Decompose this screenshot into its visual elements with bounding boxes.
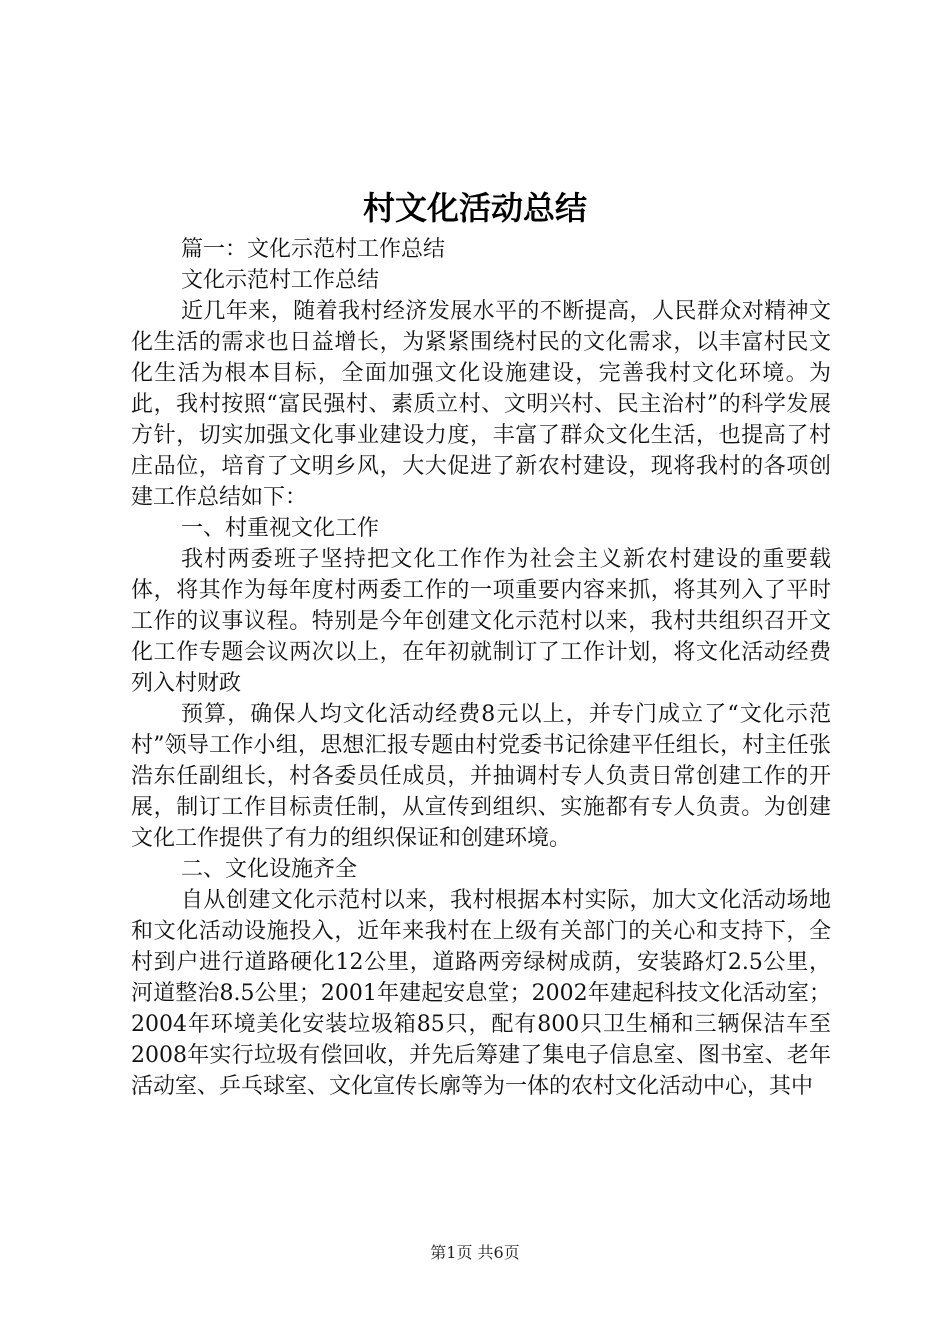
document-title: 村文化活动总结 (362, 189, 587, 227)
body-paragraph: 预算，确保人均文化活动经费8元以上，并专门成立了“文化示范村”领导工作小组，思想汇报专题由村党委书记徐建平任组长，村主任张浩东任副组长，村各委员任成员，并抽调村专人负责日常创建工作的开展，制订工作目标责任制，从宣传到组织、实施都有专人负责。为创建文化工作提供了有力的组织保证和创建环境。 (131, 702, 831, 851)
subsection-heading: 文化示范村工作总结 (181, 268, 380, 293)
body-paragraph: 自从创建文化示范村以来，我村根据本村实际，加大文化活动场地和文化活动设施投入，近年来我村在上级有关部门的关心和支持下，全村到户进行道路硬化12公里，道路两旁绿树成荫，安装路灯2.5公里，河道整治8.5公里；2001年建起安息堂；2002年建起科技文化活动室；2004年环境美化安装垃圾箱85只，配有800只卫生桶和三辆保洁车至2008年实行垃圾有偿回收，并先后筹建了集电子信息室、图书室、老年活动室、乒乓球室、文化宣传长廓等为一体的农村文化活动中心，其中 (131, 888, 831, 1099)
section-heading: 一、村重视文化工作 (181, 516, 380, 541)
section-heading: 篇一：文化示范村工作总结 (181, 237, 446, 262)
body-paragraph: 近几年来，随着我村经济发展水平的不断提高，人民群众对精神文化生活的需求也日益增长，为紧紧围绕村民的文化需求，以丰富村民文化生活为根本目标，全面加强文化设施建设，完善我村文化环境。为此，我村按照“富民强村、素质立村、文明兴村、民主治村”的科学发展方针，切实加强文化事业建设力度，丰富了群众文化生活，也提高了村庄品位，培育了文明乡风，大大促进了新农村建设，现将我村的各项创建工作总结如下： (131, 299, 831, 510)
body-paragraph: 我村两委班子坚持把文化工作作为社会主义新农村建设的重要载体，将其作为每年度村两委工作的一项重要内容来抓，将其列入了平时工作的议事议程。特别是今年创建文化示范村以来，我村共组织召开文化工作专题会议两次以上，在年初就制订了工作计划，将文化活动经费列入村财政 (131, 547, 831, 696)
document-body (131, 234, 831, 1102)
page-number: 第1页 共6页 (430, 1243, 520, 1262)
section-heading: 二、文化设施齐全 (181, 857, 358, 882)
